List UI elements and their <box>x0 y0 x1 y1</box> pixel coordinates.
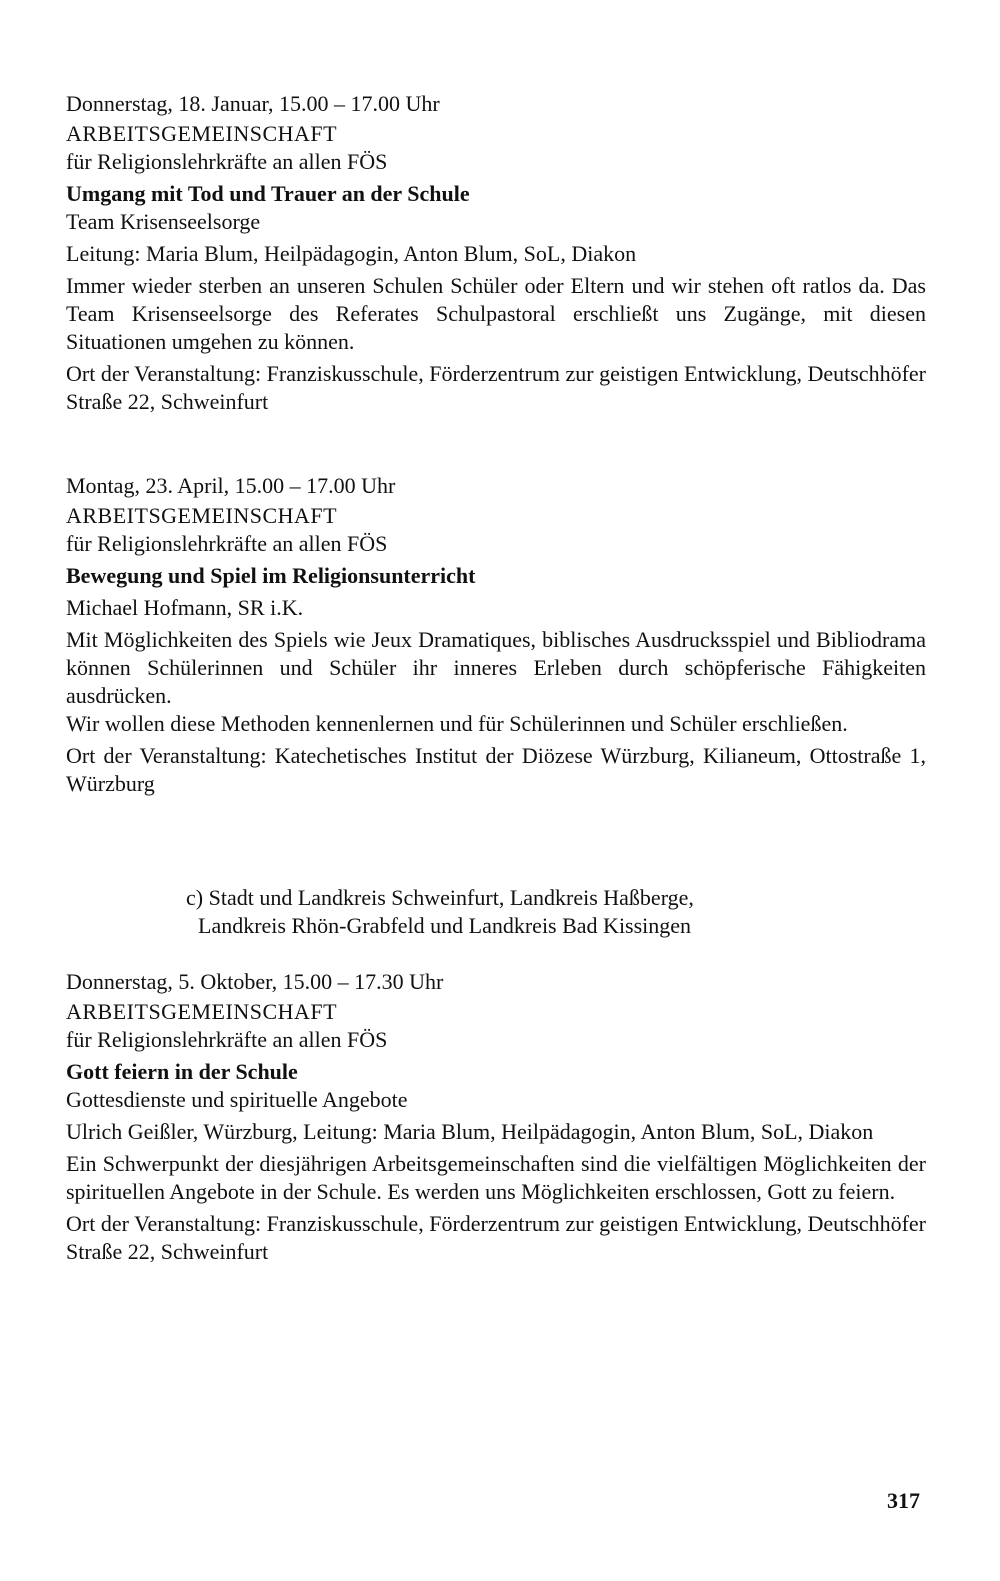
event-title: Umgang mit Tod und Trauer an der Schule <box>66 181 470 206</box>
event-description: Mit Möglichkeiten des Spiels wie Jeux Dramatiques, biblisches Ausdrucksspiel und Bibliodrama können Schülerinnen und Schüler ihr inneres Erleben durch schöpferische Fähigkeiten ausdrücken. <box>66 627 926 708</box>
event-date: Donnerstag, 5. Oktober, 15.00 – 17.30 Uhr <box>66 969 444 994</box>
event-subtitle: Gottesdienste und spirituelle Angebote <box>66 1087 408 1112</box>
event-description: Ein Schwerpunkt der diesjährigen Arbeitsgemeinschaften sind die vielfältigen Möglichkeiten der spirituellen Angebote in der Schule. Es werden uns Möglichkeiten erschlossen, Gott zu feiern. <box>66 1151 926 1204</box>
event-type: ARBEITSGEMEINSCHAFT <box>66 121 338 146</box>
event-audience: für Religionslehrkräfte an allen FÖS <box>66 1027 388 1052</box>
event-type: ARBEITSGEMEINSCHAFT <box>66 503 338 528</box>
event-description-continued: Wir wollen diese Methoden kennenlernen und für Schülerinnen und Schüler erschließen. <box>66 711 848 736</box>
event-description: Immer wieder sterben an unseren Schulen Schüler oder Eltern und wir stehen oft ratlos da. Das Team Krisenseelsorge des Referates Schulpastoral erschließt uns Zugänge, mit diesen Situationen umgehen zu können. <box>66 273 926 354</box>
event-type: ARBEITSGEMEINSCHAFT <box>66 999 338 1024</box>
event-audience: für Religionslehrkräfte an allen FÖS <box>66 149 388 174</box>
event-audience: für Religionslehrkräfte an allen FÖS <box>66 531 388 556</box>
event-title: Gott feiern in der Schule <box>66 1059 298 1084</box>
event-subtitle: Team Krisenseelsorge <box>66 209 261 234</box>
event-lead: Michael Hofmann, SR i.K. <box>66 595 304 620</box>
event-title: Bewegung und Spiel im Religionsunterricht <box>66 563 476 588</box>
page-number: 317 <box>887 1488 920 1513</box>
event-location: Ort der Veranstaltung: Katechetisches Institut der Diözese Würzburg, Kilianeum, Ottostraße 1, Würzburg <box>66 743 926 796</box>
region-heading-line-2: Landkreis Rhön-Grabfeld und Landkreis Bad Kissingen <box>198 913 692 938</box>
event-lead: Leitung: Maria Blum, Heilpädagogin, Anton Blum, SoL, Diakon <box>66 241 637 266</box>
event-entry <box>66 472 926 798</box>
event-lead: Ulrich Geißler, Würzburg, Leitung: Maria Blum, Heilpädagogin, Anton Blum, SoL, Diakon <box>66 1119 874 1144</box>
event-location: Ort der Veranstaltung: Franziskusschule, Förderzentrum zur geistigen Entwicklung, Deutschhöfer Straße 22, Schweinfurt <box>66 361 926 414</box>
event-location: Ort der Veranstaltung: Franziskusschule, Förderzentrum zur geistigen Entwicklung, Deutschhöfer Straße 22, Schweinfurt <box>66 1211 926 1264</box>
event-entry <box>66 90 926 416</box>
event-date: Montag, 23. April, 15.00 – 17.00 Uhr <box>66 473 396 498</box>
event-date: Donnerstag, 18. Januar, 15.00 – 17.00 Uhr <box>66 91 440 116</box>
region-heading-line-1: c) Stadt und Landkreis Schweinfurt, Landkreis Haßberge, <box>186 885 694 910</box>
region-heading <box>186 884 886 940</box>
event-entry <box>66 968 926 1266</box>
